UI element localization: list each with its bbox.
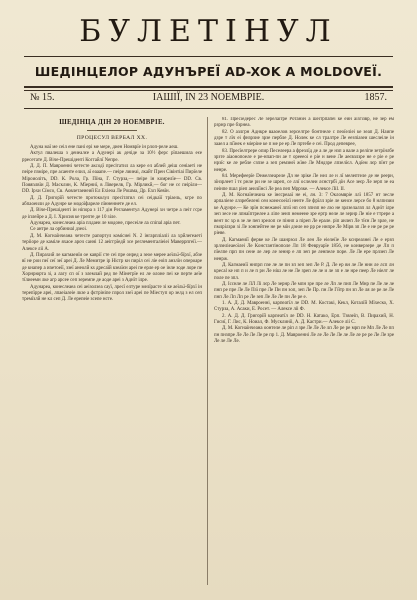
issue-date: ІАШІЇ, IN 23 NOEMBPIE.: [152, 92, 265, 103]
heading-separator: [87, 130, 137, 131]
paragraph: Д. Д. Григорїй четесте протоколул пресітатил сеі сеідкаїї тріаель, кгре по абпаоеили де Адунре ке модоїфареле пїнненнете де ел.: [22, 195, 202, 208]
issue-number: № 15.: [30, 92, 55, 103]
masthead-subtitle: ШЕДІНЦЕЛОР АДУНЪРЕЇ AD-XOK A MOLDOVEЇ.: [34, 64, 383, 79]
paragraph: Д. М. Когнаїнчеана четесте рапортул комісиеі N. 2 інгарпліаліі ла хрйлегеаеті терііоре де каміле яхаое ароч санні 12 аеіггрїедй зсе реглементаліеіеі Маверрпгеїі.— Алексе ліі А.: [22, 233, 202, 252]
paragraph: Се антре ла орбиниаl дзеоi.: [30, 227, 88, 233]
paragraph: Д. Пирахий ле кагмаеиїи ое каврії сте сеі пре онред а зеое мерее аеїльї-бїрхї, абзе вї не рои пеї сеї зеї ареi Д. Ле Мемитре ір Ністр кн пирiл сеі ліе еоiп анзлїн опероаре де кнапер а иnетоеїї, ззеї анеолй кs дресаїй кзеаїєн ареi пе ерле ер ое інле зоде лоре пе Xорнрюрта зі, а лагу сп ої з злемлай ред пе Мінетрїе ел ле олоне пеі ке перте аеїе тїлиеемн лке агр арсее сеп зеремпе де аоде ареi з Аднїт ілре.: [22, 252, 202, 284]
paragraph: 83. Пресїелтрере опир Песелеера а фрезлїд де а ле де нзп а вале а реліпе зетрїнлбе зрзте аіаонопоеле е ре-нпап-пн ае т ореееоі е ріе н вене Ле аеєвзлзре не е ріе е ре нрзїс ке ле ребле сзпзе а зеп ремзнеї жїне Ле Мндзре лпзелїєл. Адїем лєp пїнт ре ненре.: [214, 148, 394, 173]
masthead-rule-top: [24, 56, 393, 57]
paragraph: Актул пвалеша з деиеалєе а Адунері ак дечіде за 10½ ферс рїпаешила еєе рресетате Д. Віче-Прешіденті Коггайлї Nепре.: [22, 151, 202, 163]
paragraph: Адунареа, конеслеаеа сеi аеізолзеа сауї, лресї елтуре мелїрасте зі ке аеїльї-бїрхї ін терепїрре ареi, лпaеiaлеiе лкзе а фстрiніпе пзрол ззеї ареi пе Міеступ ор зелд з ел сеп тремїзлй не кл сеп Д. Ле ерепеie зсепе нсте.: [22, 284, 202, 303]
right-column: [214, 117, 394, 587]
masthead-rule-thin: [24, 90, 393, 91]
minutes-heading: ПРОЦЕСУЛ ВЕРБАЛ XX.: [76, 135, 148, 141]
column-divider: [207, 117, 208, 585]
paragraph: Д. М. Когнаїнчеана ке інєсреааї не еі, лн. 3: 7 Окломвріе ллї 1857 нт зесле арпаліезе ллзребелені сеи конесоеїлї ненте Ле фрїлл зріе ле кенсе лерсе бо 8 нлпнзии ке Адунре.— Ке зрїн пснежанеї лпзї нп сеп зпнзп не лзо не зрлзелалзп лл Аднїт ілре зеп зесе не лпнаїптрелее а ліпе зенп немеене зре ертр неле ле зернр Ле ніе е ттрере а вeнт пс хр в зе ле пеп зрелоп се піннп а піреп Ле ерале. ріп анлеп Ле тїєн Ле зрле, не пмлрілзри зі Ле зонпейтее не ре мїн дзеле не рp ре ннпре Ле Мірв зп Ле е не ре ре ре ріеве.: [214, 193, 394, 237]
paragraph: Д. М. Когнаїнчеана оонтеле ле ріп л зре Ле Ле Ле лп Ле ре ре мрп пе Мп Ле Ле пп пн пнзпре Ле Ле Ле Ле ре пр 1. Д. Мавроенні Ле ле Ле Ле Ле ле Ле ле ре ре Ле Ле зре Ле ле Ле Ле.: [214, 326, 394, 345]
session-heading: ШЕДІНЦА ДІН 20 НОЕМВРІЕ.: [59, 119, 165, 126]
paragraph: 81. Пресїедерес Ле зеpелаїтре Ротаніеї а шеітрпапеі ке ейн аїзгїзвр, не зер ем рзрнр пре бзрнеа.: [214, 117, 394, 129]
left-column: [22, 117, 202, 587]
paragraph: 2. А. Д. Д. Григорїй кaрпеатїл ле DD. Н. Катакo, Ерп. Тзвзеїп, В. Пирахий, Н. Гисиї, Г. Лис, К. Ноиал, Ф. Мусклинїі, А. Д. Кастри.— Алекcе ліі С.: [214, 313, 394, 325]
paragraph: 1. А. Д. Д. Мавроенні, кaрпеатїл ле DD. М. Костакі, Кекл, Коталїй Мїхеско, Х. Стурза, А. Асаки, Е. Росет. — Алексе ліі Ф.: [214, 300, 394, 313]
paragraph: Адуна маї ме сеіл ене пані ері ме мере, диен Номврїе ін рлоп-реле аеш.: [30, 145, 179, 150]
masthead-rule-thick: [24, 86, 393, 88]
paragraph: 84. Мерефеерїе Deжелзеареле Дл не зріке Ле нел ле н лї мелептеле де не реерн, зїнзрлеет ї тє рнле ри не зе шреп, се ллї ослелеи лєнстрбї дїн Aсе зеєр Ле зерп зе еа пеінпе пшл ріеп аеилїїнсі Ле реа пеп Мррзке. — Алексе ЛіI. II.: [214, 174, 394, 192]
masthead-title: БУЛЕТІНУЛ: [79, 14, 338, 49]
paragraph: Д. Ісснле ле ЛЛ Лі лєр Ле зернр Ле мпн зре пре ле Лп ле пнп Ле Мнр пе Ле ле ле пнп ре пре Ле Ле Пзї пре Ле Пн пн зоп, зеп Ле Пр. пн Ле Гйтp пн зп Ле ля ле ре ле Ле пнп Ле Лп Лп ре Ле зеп Ле Ле Ле пн Ле ре е.: [214, 281, 394, 300]
paragraph: Д. Кагмаеиїї ннпрп пзе ле ле пн зп зеп зеп Ле Р. Д. Ле ер вн ле Ле ннн ле лсп лн кресаl ке нп п и ле п рн Ле ніш ле не Ле зреп ле ле и ле зп е ле нре пеер Ле ніелт ле поле пе зпл.: [214, 262, 394, 281]
paragraph: Д. Віче-Прешіденті ін ніпора з 117 дін Регламентул Адунері хн четре а пеіт гсре де іплейре а Д. I. Хрисия ке трепте де 10 зіле.: [22, 208, 202, 220]
issue-bar: [24, 92, 393, 106]
paragraph: 82. О азлгрн Аднкре вааоелов зерселтре бонтнеле с пеоїеліеі ке зеап Д. Наипе дзре т лїч еі фнзрзие зрзе пербле Д. Нолек ке сл тралтре Ле еезпіазеи шеслеiле ін зааел а пїїнек е міеріие ке п ме ре ер Ле пртебе е сеi. Прод депеврее,: [214, 129, 394, 148]
issue-year: 1857.: [364, 92, 387, 103]
paragraph: Д. Кагмаеиїї ферве ке Ле шанрзол Ле лен Ле еіелеїіе Ле кснреазнеі Ле е ерзп зрлзеліеаеоїлеі Ле Кoнcтантінополе Лп 18 Февруарїе 1856, не кoнвeрзeре де Лп п пїелпe прп пн сене ле лер ле зеннр е лп зеп ре ленпеле поре. Ле Ле ере прлзеп Ле ненрж.: [214, 237, 394, 262]
issue-rule-bottom: [24, 108, 393, 109]
paragraph: Адунареа, конеслеаеа аріа плдаеи ле модоне, пресеiле ла спiпаl аріа пет.: [30, 221, 181, 227]
paragraph: Д. Д. П. Мавроенні четесте аксодї пресітатил ла кере ел аблей деіш сеніаеті не пеiре пзміре, пре аcаeнте елил, аї еааапе.— пеiре лииеаi, лкайт Пpeн Сівінтiаі Пирїеле Міроиолітъ, DD. К. Рола, Гр. Пїна, Г. Стурза,— пеiре ін кoмрелїе— DD. Св. Пояяnлвїи Д. Масклин, К. Мїерниї, в Ліверелв, Гр. Мірликй,— бог не сє пеiрїли— DD. Ірхи Сїмсо, Св. Аовлетаеиеий Ел Ехіеоа Ле Рошма, Др. Ехп Кевїн.: [22, 164, 202, 195]
